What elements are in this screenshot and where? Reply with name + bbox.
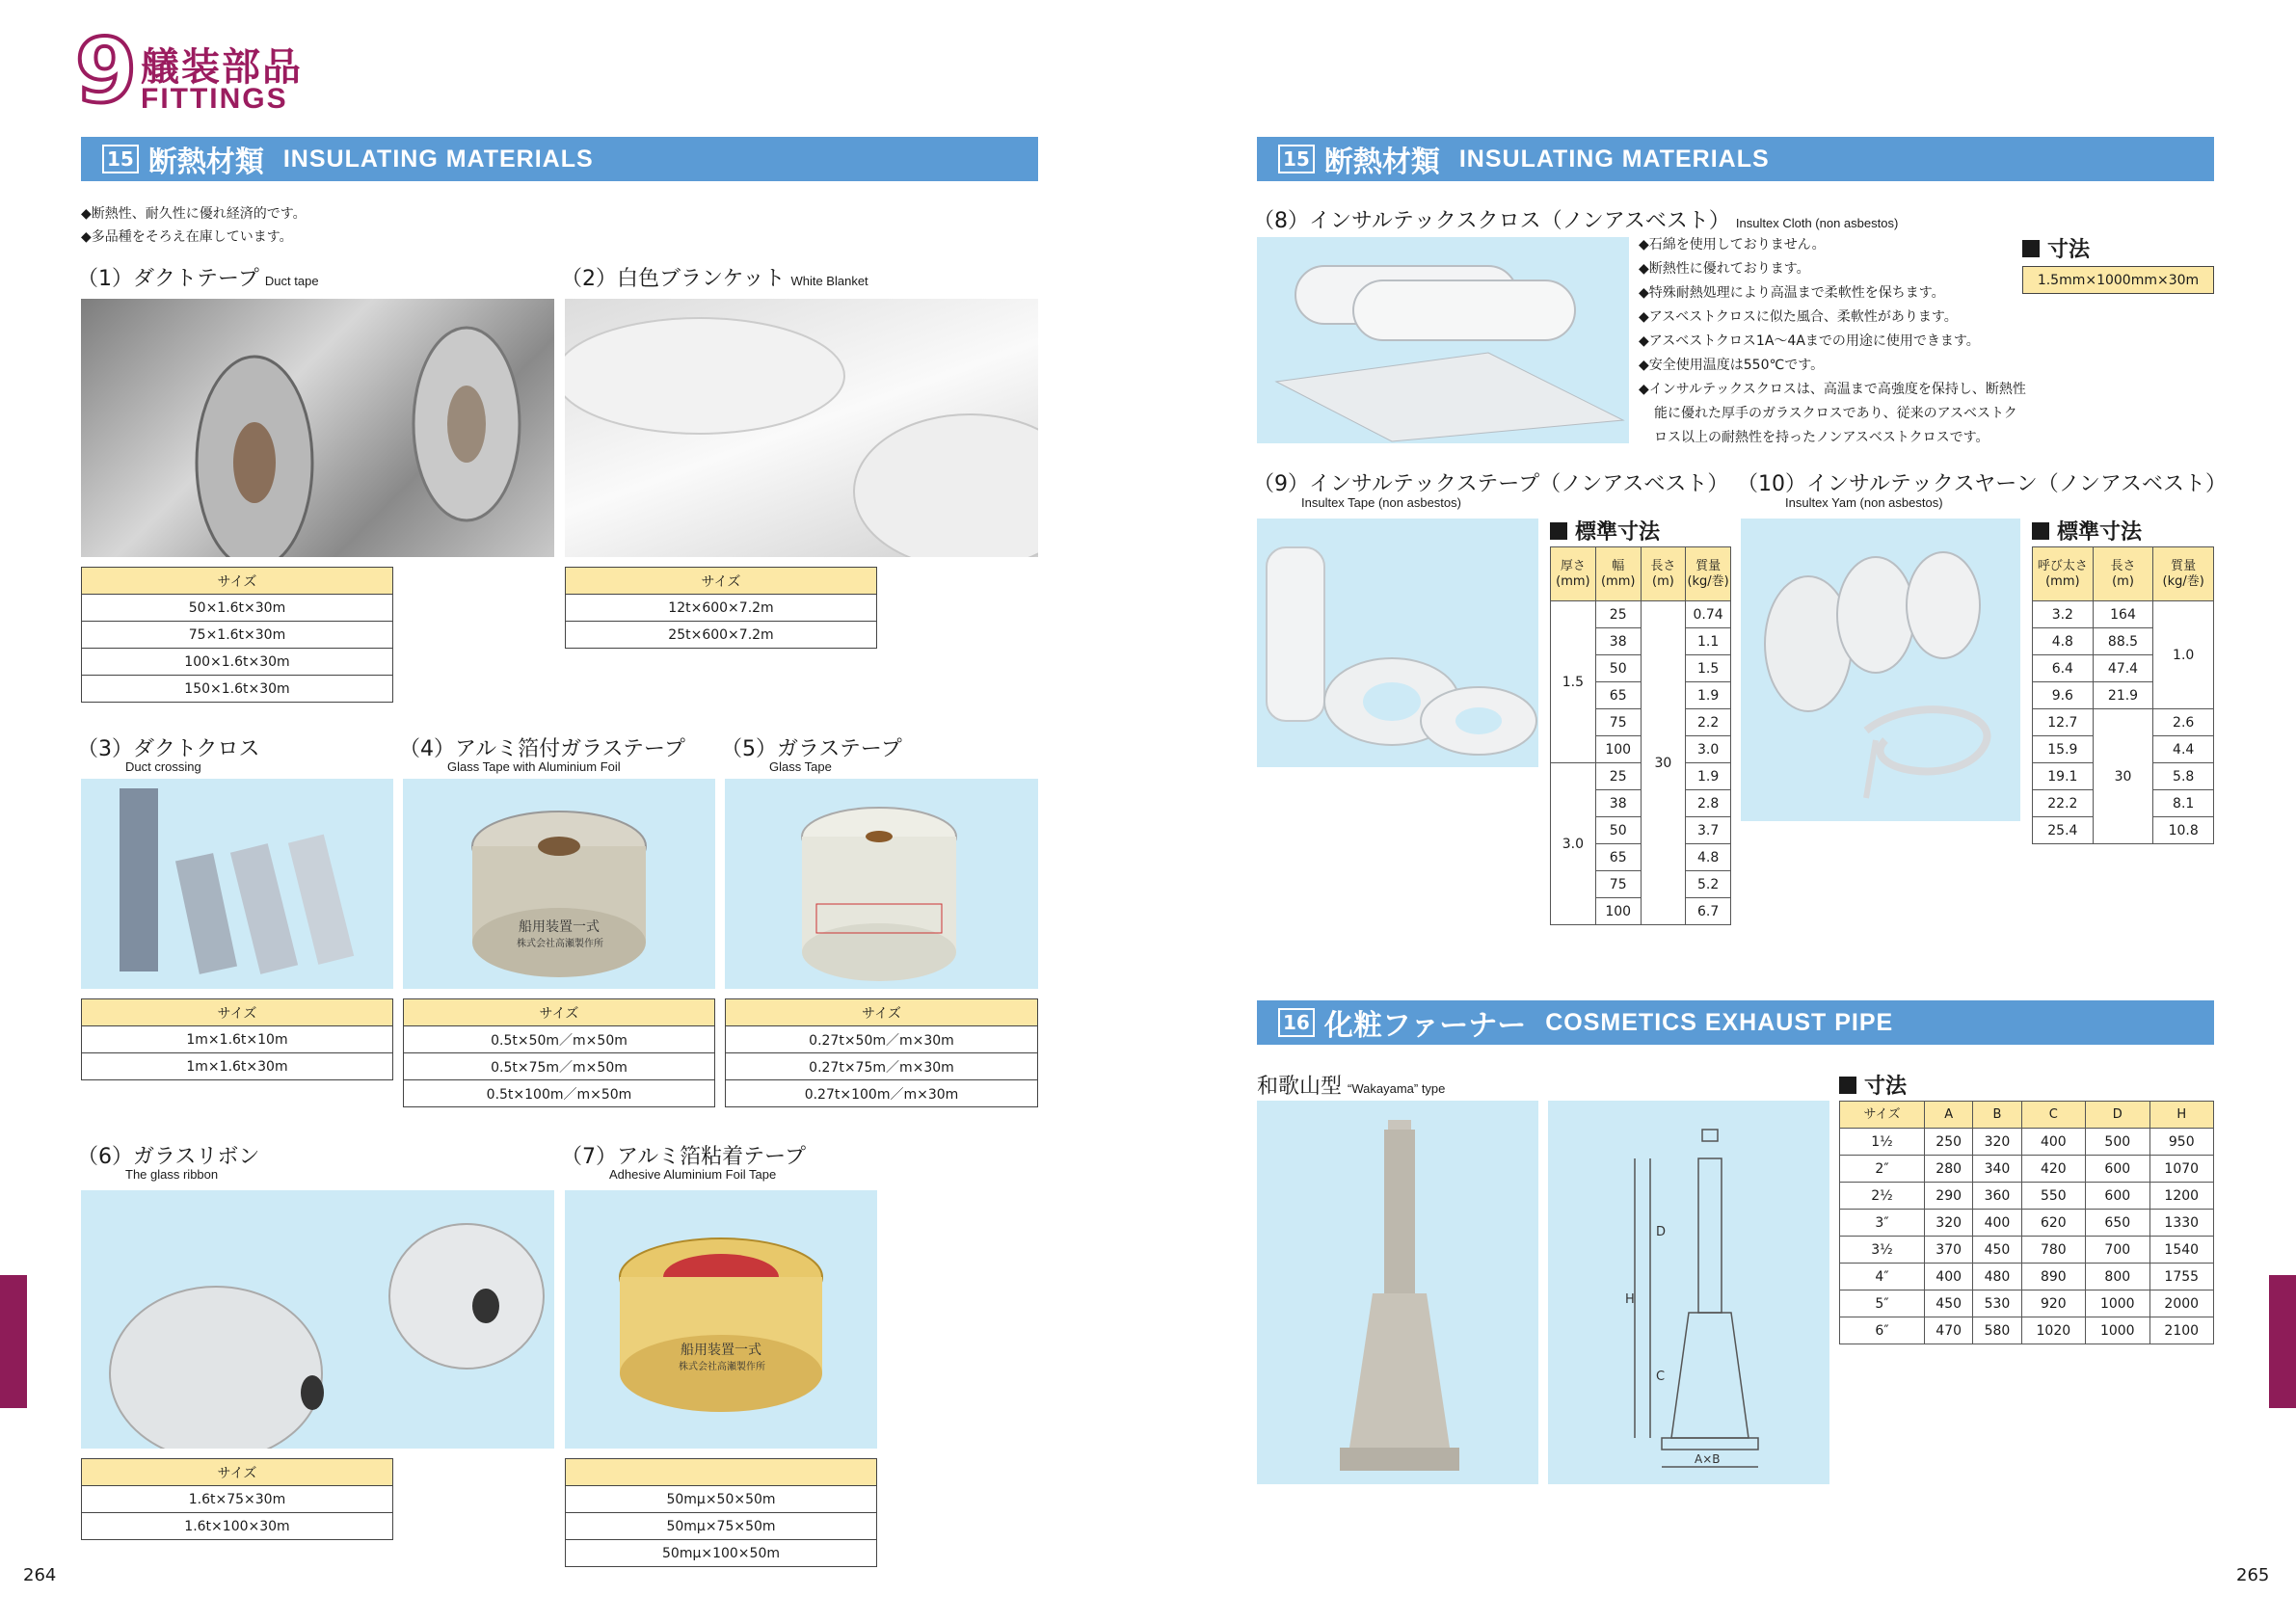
table-cell: 1.6t×100×30m	[82, 1513, 393, 1540]
section-title-en: COSMETICS EXHAUST PIPE	[1545, 1008, 1894, 1036]
chapter-title-en: FITTINGS	[141, 83, 288, 115]
size-table-duct-tape	[81, 567, 393, 703]
table-cell: 4.8	[1686, 844, 1731, 871]
adhesive-foil-photo	[565, 1190, 877, 1449]
table-cell: 50mμ×100×50m	[566, 1540, 877, 1567]
insultex-cloth-photo	[1257, 237, 1629, 443]
table-cell: 370	[1925, 1237, 1973, 1264]
table-cell: 50	[1595, 655, 1641, 682]
feature-bullet: ロス以上の耐熱性を持ったノンアスベストクロスです。	[1654, 430, 1989, 445]
size-table-white-blanket	[565, 567, 877, 649]
tape-label-company: 株式会社高瀬製作所	[517, 939, 603, 949]
table-cell: 22.2	[2033, 790, 2094, 817]
item-title-white-blanket: （2）白色ブランケット White Blanket	[561, 267, 868, 291]
item-subtitle: Adhesive Aluminium Foil Tape	[609, 1167, 777, 1182]
table-cell: 2.2	[1686, 709, 1731, 736]
table-cell: 1000	[2086, 1290, 2149, 1317]
table-header: 幅 (mm)	[1595, 547, 1641, 601]
duct-tape-photo	[81, 299, 554, 557]
table-cell: 4.4	[2153, 736, 2214, 763]
section-number: 16	[1278, 1008, 1315, 1037]
item-subtitle: Glass Tape with Aluminium Foil	[447, 759, 621, 774]
dimension-title: 寸法	[1839, 1070, 1907, 1100]
feature-bullet: ◆特殊耐熱処理により高温まで柔軟性を保ちます。	[1639, 285, 1945, 301]
wakayama-pipe-photo	[1257, 1101, 1538, 1484]
table-cell: 320	[1925, 1210, 1973, 1237]
page-number-left: 264	[23, 1565, 57, 1585]
table-cell: 100	[1595, 898, 1641, 925]
table-cell: 250	[1925, 1129, 1973, 1156]
table-header: サイズ	[82, 568, 393, 595]
table-cell: 420	[2021, 1156, 2085, 1183]
dimension-label-h: H	[1625, 1292, 1635, 1307]
insultex-tape-photo	[1257, 519, 1538, 767]
table-cell: 1.9	[1686, 682, 1731, 709]
table-cell: 19.1	[2033, 763, 2094, 790]
table-cell: 5.8	[2153, 763, 2214, 790]
table-cell: 25	[1595, 601, 1641, 628]
table-cell: 480	[1973, 1264, 2021, 1290]
table-cell: 620	[2021, 1210, 2085, 1237]
size-table-glass-ribbon	[81, 1458, 393, 1540]
table-cell: 3″	[1840, 1210, 1925, 1237]
table-header: サイズ	[1840, 1102, 1925, 1129]
table-cell: 360	[1973, 1183, 2021, 1210]
item-subtitle: The glass ribbon	[125, 1167, 219, 1182]
item-title-insultex-cloth: （8）インサルテックスクロス（ノンアスベスト） Insultex Cloth (non asbestos)	[1253, 209, 1899, 233]
section-title-jp: 断熱材類	[147, 146, 264, 179]
item-subtitle: Duct crossing	[125, 759, 201, 774]
item-title-glass-tape-foil: （4）アルミ箔付ガラステープ	[399, 737, 685, 761]
table-cell: 10.8	[2153, 817, 2214, 844]
table-header	[566, 1459, 877, 1486]
table-cell: 25	[1595, 763, 1641, 790]
size-table-insultex-cloth	[2022, 266, 2214, 294]
table-cell: 3.0	[1686, 736, 1731, 763]
table-cell: 0.5t×100m／m×50m	[404, 1080, 715, 1107]
table-cell: 2100	[2149, 1317, 2214, 1344]
table-cell: 1.5	[1551, 601, 1596, 763]
section-title-jp: 断熱材類	[1323, 146, 1440, 179]
size-table-adhesive-foil	[565, 1458, 877, 1567]
table-cell: 530	[1973, 1290, 2021, 1317]
white-blanket-photo	[565, 299, 1038, 557]
table-cell: 950	[2149, 1129, 2214, 1156]
feature-bullet: ◆アスベストクロス1A〜4Aまでの用途に使用できます。	[1639, 333, 1980, 349]
table-cell: 164	[2093, 601, 2153, 628]
table-cell: 6.7	[1686, 898, 1731, 925]
side-tab-right	[2269, 1275, 2296, 1408]
table-cell: 890	[2021, 1264, 2085, 1290]
table-cell: 88.5	[2093, 628, 2153, 655]
item-title-insultex-tape: （9）インサルテックステープ（ノンアスベスト）	[1253, 472, 1729, 496]
table-cell: 75	[1595, 871, 1641, 898]
section-bar-insulating-right	[1257, 137, 2214, 181]
table-header: サイズ	[566, 568, 877, 595]
table-cell: 0.27t×100m／m×30m	[726, 1080, 1038, 1107]
table-cell: 600	[2086, 1183, 2149, 1210]
table-cell: 5″	[1840, 1290, 1925, 1317]
square-bullet-icon	[2022, 240, 2040, 257]
table-cell: 400	[1925, 1264, 1973, 1290]
glass-tape-photo	[725, 779, 1038, 989]
table-cell: 2000	[2149, 1290, 2214, 1317]
tape-label: 船用装置一式	[681, 1343, 761, 1358]
table-cell: 6″	[1840, 1317, 1925, 1344]
table-cell: 2½	[1840, 1183, 1925, 1210]
table-cell: 780	[2021, 1237, 2085, 1264]
item-title-wakayama: 和歌山型 “Wakayama” type	[1257, 1075, 1446, 1099]
table-header: 長さ (m)	[2093, 547, 2153, 601]
table-cell: 2.6	[2153, 709, 2214, 736]
table-header: B	[1973, 1102, 2021, 1129]
table-cell: 1.6t×75×30m	[82, 1486, 393, 1513]
table-cell: 50mμ×50×50m	[566, 1486, 877, 1513]
table-cell: 30	[1641, 601, 1686, 925]
chapter-number: 9	[75, 19, 138, 122]
table-cell: 1.9	[1686, 763, 1731, 790]
table-cell: 0.5t×75m／m×50m	[404, 1053, 715, 1080]
table-cell: 12.7	[2033, 709, 2094, 736]
section-title-en: INSULATING MATERIALS	[282, 145, 594, 173]
dimension-title: 寸法	[2022, 233, 2090, 263]
table-cell: 9.6	[2033, 682, 2094, 709]
table-cell: 400	[1973, 1210, 2021, 1237]
table-cell: 8.1	[2153, 790, 2214, 817]
table-cell: 0.27t×50m／m×30m	[726, 1026, 1038, 1053]
table-cell: 75	[1595, 709, 1641, 736]
dimension-title: 標準寸法	[1550, 516, 1660, 545]
table-cell: 1020	[2021, 1317, 2085, 1344]
square-bullet-icon	[1550, 522, 1567, 540]
table-cell: 280	[1925, 1156, 1973, 1183]
section-title-en: INSULATING MATERIALS	[1458, 145, 1770, 173]
table-cell: 550	[2021, 1183, 2085, 1210]
table-cell: 800	[2086, 1264, 2149, 1290]
dimension-table-insultex-tape	[1550, 546, 1731, 925]
table-cell: 470	[1925, 1317, 1973, 1344]
table-cell: 450	[1925, 1290, 1973, 1317]
table-header: 質量 (kg/巻)	[2153, 547, 2214, 601]
table-cell: 1½	[1840, 1129, 1925, 1156]
table-cell: 50mμ×75×50m	[566, 1513, 877, 1540]
table-cell: 650	[2086, 1210, 2149, 1237]
dimension-table-insultex-yarn	[2032, 546, 2214, 844]
intro-bullet: ◆断熱性、耐久性に優れ経済的です。	[81, 206, 307, 222]
side-tab-left	[0, 1275, 27, 1408]
table-cell: 400	[2021, 1129, 2085, 1156]
table-cell: 50×1.6t×30m	[82, 595, 393, 622]
table-cell: 3.0	[1551, 763, 1596, 925]
table-cell: 100×1.6t×30m	[82, 649, 393, 676]
table-cell: 2″	[1840, 1156, 1925, 1183]
table-cell: 0.27t×75m／m×30m	[726, 1053, 1038, 1080]
feature-bullet: ◆石綿を使用しておりません。	[1639, 237, 1826, 253]
dimension-title: 標準寸法	[2032, 516, 2142, 545]
table-cell: 75×1.6t×30m	[82, 622, 393, 649]
insultex-cloth-features	[1639, 233, 2026, 450]
section-title-jp: 化粧ファーナー	[1323, 1009, 1527, 1043]
section-number: 15	[102, 145, 139, 173]
table-cell: 290	[1925, 1183, 1973, 1210]
table-cell: 1540	[2149, 1237, 2214, 1264]
feature-bullet: 能に優れた厚手のガラスクロスであり、従来のアスベストク	[1654, 406, 2017, 421]
table-cell: 15.9	[2033, 736, 2094, 763]
item-subtitle: Insultex Tape (non asbestos)	[1301, 495, 1461, 510]
table-cell: 0.74	[1686, 601, 1731, 628]
table-cell: 320	[1973, 1129, 2021, 1156]
table-cell: 2.8	[1686, 790, 1731, 817]
duct-cloth-photo	[81, 779, 393, 989]
square-bullet-icon	[2032, 522, 2049, 540]
table-cell: 1000	[2086, 1317, 2149, 1344]
table-cell: 920	[2021, 1290, 2085, 1317]
table-cell: 1070	[2149, 1156, 2214, 1183]
table-header: サイズ	[82, 1459, 393, 1486]
table-cell: 1m×1.6t×30m	[82, 1053, 393, 1080]
feature-bullet: ◆インサルテックスクロスは、高温まで高強度を保持し、断熱性	[1639, 382, 2026, 397]
table-cell: 30	[2093, 709, 2153, 844]
table-cell: 600	[2086, 1156, 2149, 1183]
table-cell: 3½	[1840, 1237, 1925, 1264]
section-bar-cosmetics-exhaust	[1257, 1000, 2214, 1045]
table-cell: 1m×1.6t×10m	[82, 1026, 393, 1053]
table-header: 質量 (kg/巻)	[1686, 547, 1731, 601]
table-header: D	[2086, 1102, 2149, 1129]
insultex-yarn-photo	[1741, 519, 2020, 821]
table-cell: 5.2	[1686, 871, 1731, 898]
feature-bullet: ◆断熱性に優れております。	[1639, 261, 1810, 277]
table-cell: 25.4	[2033, 817, 2094, 844]
table-header: C	[2021, 1102, 2085, 1129]
table-header: サイズ	[404, 999, 715, 1026]
table-header: 厚さ (mm)	[1551, 547, 1596, 601]
table-cell: 1.1	[1686, 628, 1731, 655]
table-cell: 50	[1595, 817, 1641, 844]
table-cell: 1330	[2149, 1210, 2214, 1237]
table-header: 長さ (m)	[1641, 547, 1686, 601]
dimension-table-wakayama	[1839, 1101, 2214, 1344]
table-header: A	[1925, 1102, 1973, 1129]
table-cell: 500	[2086, 1129, 2149, 1156]
table-cell: 1200	[2149, 1183, 2214, 1210]
chapter-title-jp: 艤装部品	[141, 45, 303, 90]
table-cell: 0.5t×50m／m×50m	[404, 1026, 715, 1053]
table-cell: 12t×600×7.2m	[566, 595, 877, 622]
item-title-glass-ribbon: （6）ガラスリボン	[77, 1145, 260, 1169]
tape-label-company: 株式会社高瀬製作所	[679, 1362, 765, 1372]
table-cell: 21.9	[2093, 682, 2153, 709]
section-number: 15	[1278, 145, 1315, 173]
table-cell: 4.8	[2033, 628, 2094, 655]
size-table-glass-tape	[725, 998, 1038, 1107]
item-title-insultex-yarn: （10）インサルテックスヤーン（ノンアスベスト）	[1737, 472, 2228, 496]
table-cell: 3.2	[2033, 601, 2094, 628]
table-cell: 1.5	[1686, 655, 1731, 682]
intro-bullet: ◆多品種をそろえ在庫しています。	[81, 229, 293, 245]
item-title-duct-tape: （1）ダクトテープ Duct tape	[77, 267, 319, 291]
item-title-duct-cloth: （3）ダクトクロス	[77, 737, 260, 761]
table-cell: 700	[2086, 1237, 2149, 1264]
dimension-label-axb: A×B	[1695, 1452, 1721, 1466]
size-table-glass-tape-foil	[403, 998, 715, 1107]
table-cell: 1755	[2149, 1264, 2214, 1290]
table-cell: 4″	[1840, 1264, 1925, 1290]
square-bullet-icon	[1839, 1077, 1856, 1094]
table-cell: 580	[1973, 1317, 2021, 1344]
table-cell: 38	[1595, 790, 1641, 817]
table-cell: 38	[1595, 628, 1641, 655]
table-cell: 1.5mm×1000mm×30m	[2023, 267, 2214, 294]
table-cell: 3.7	[1686, 817, 1731, 844]
table-header: H	[2149, 1102, 2214, 1129]
item-title-adhesive-foil: （7）アルミ箔粘着テープ	[561, 1145, 807, 1169]
tape-label: 船用装置一式	[519, 919, 600, 935]
glass-tape-foil-photo	[403, 779, 715, 989]
table-cell: 25t×600×7.2m	[566, 622, 877, 649]
page-number-right: 265	[2236, 1565, 2270, 1585]
size-table-duct-cloth	[81, 998, 393, 1080]
dimension-label-d: D	[1656, 1225, 1667, 1239]
table-cell: 65	[1595, 844, 1641, 871]
glass-ribbon-photo	[81, 1190, 554, 1449]
table-cell: 340	[1973, 1156, 2021, 1183]
table-cell: 150×1.6t×30m	[82, 676, 393, 703]
section-bar-insulating-left	[81, 137, 1038, 181]
wakayama-pipe-drawing	[1548, 1101, 1829, 1484]
table-header: サイズ	[726, 999, 1038, 1026]
table-cell: 65	[1595, 682, 1641, 709]
feature-bullet: ◆アスベストクロスに似た風合、柔軟性があります。	[1639, 309, 1958, 325]
item-subtitle: Glass Tape	[769, 759, 832, 774]
item-subtitle: Insultex Yam (non asbestos)	[1785, 495, 1943, 510]
table-cell: 100	[1595, 736, 1641, 763]
item-title-glass-tape: （5）ガラステープ	[721, 737, 902, 761]
table-header: 呼び太さ (mm)	[2033, 547, 2094, 601]
table-cell: 6.4	[2033, 655, 2094, 682]
table-header: サイズ	[82, 999, 393, 1026]
table-cell: 450	[1973, 1237, 2021, 1264]
table-cell: 1.0	[2153, 601, 2214, 709]
table-cell: 47.4	[2093, 655, 2153, 682]
intro-bullets	[81, 202, 307, 249]
feature-bullet: ◆安全使用温度は550℃です。	[1639, 358, 1825, 373]
dimension-label-c: C	[1656, 1370, 1666, 1384]
